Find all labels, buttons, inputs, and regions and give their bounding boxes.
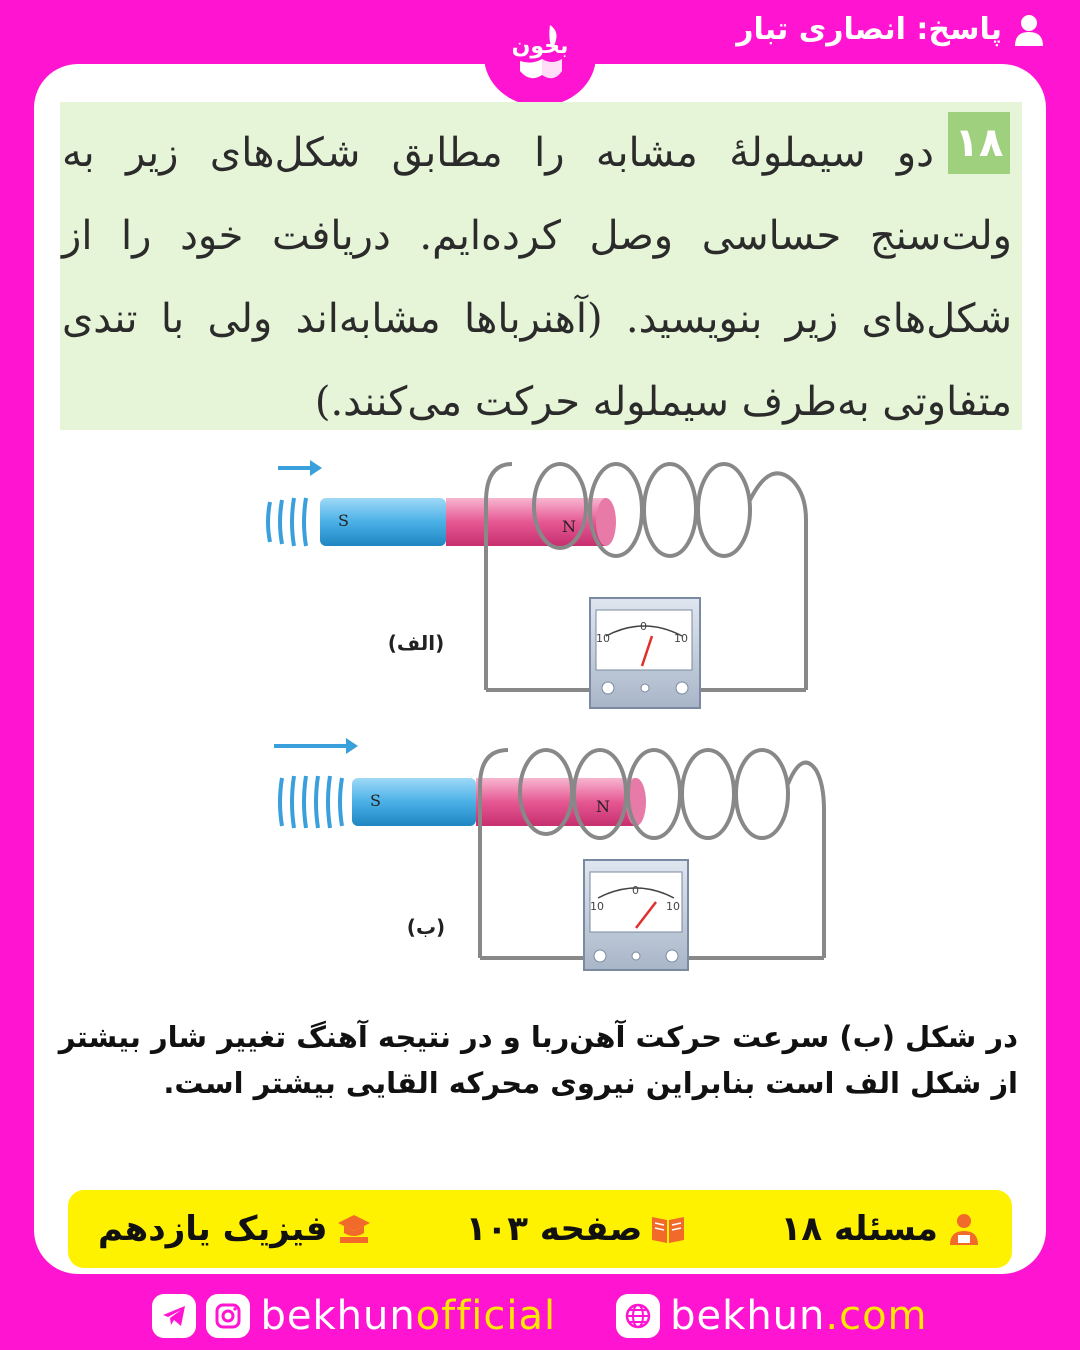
label-b: (ب) bbox=[406, 915, 446, 939]
answer-author bbox=[736, 12, 1046, 47]
user-icon bbox=[1012, 13, 1046, 47]
social-handle[interactable] bbox=[152, 1293, 556, 1339]
info-page bbox=[466, 1209, 687, 1249]
svg-text:S: S bbox=[370, 791, 381, 810]
globe-icon[interactable] bbox=[616, 1294, 660, 1338]
instagram-icon[interactable] bbox=[206, 1294, 250, 1338]
info-subject bbox=[98, 1209, 372, 1249]
teacher-icon bbox=[946, 1211, 982, 1247]
motion-lines-a bbox=[268, 498, 306, 546]
question-box bbox=[60, 102, 1022, 430]
website-text[interactable]: bekhun.com bbox=[670, 1293, 928, 1339]
logo bbox=[484, 6, 596, 106]
svg-text:0: 0 bbox=[632, 884, 639, 897]
label-a: (الف) bbox=[387, 631, 445, 655]
motion-arrow-a bbox=[278, 460, 322, 476]
info-bar bbox=[68, 1190, 1012, 1268]
panel-b bbox=[274, 738, 824, 970]
footer bbox=[0, 1286, 1080, 1346]
svg-text:0: 0 bbox=[640, 620, 647, 633]
voltmeter-b bbox=[584, 860, 688, 970]
book-icon bbox=[650, 1211, 686, 1247]
question-text: دو سیملولهٔ مشابه را مطابق شکل‌های زیر به ولت‌سنج حساسی وصل کرده‌ایم. دریافت خود را از شکل‌های زیر بنویسید. (آهنرباها مشابه‌اند ولی با تندی متفاوتی به‌طرف سیملوله حرکت می‌کنند.) bbox=[62, 130, 1012, 425]
voltmeter-a bbox=[590, 598, 700, 708]
motion-lines-b bbox=[280, 776, 342, 828]
magnet-north-b bbox=[476, 778, 636, 826]
solenoid-figure bbox=[250, 440, 850, 1000]
social-handle-text[interactable]: bekhunofficial bbox=[260, 1293, 557, 1339]
telegram-icon[interactable] bbox=[152, 1294, 196, 1338]
svg-text:10: 10 bbox=[666, 900, 680, 913]
logo-icon bbox=[490, 11, 590, 101]
info-problem bbox=[781, 1209, 982, 1249]
subject-label: فیزیک یازدهم bbox=[98, 1209, 328, 1249]
answer-author-label: پاسخ: انصاری تبار bbox=[736, 12, 1002, 47]
problem-label: مسئله ۱۸ bbox=[780, 1209, 938, 1249]
svg-text:10: 10 bbox=[590, 900, 604, 913]
graduation-cap-icon bbox=[336, 1211, 372, 1247]
magnet-north-a bbox=[446, 498, 606, 546]
website[interactable] bbox=[616, 1293, 927, 1339]
svg-text:S: S bbox=[338, 511, 349, 530]
panel-a bbox=[268, 460, 806, 708]
page-label: صفحه ۱۰۳ bbox=[465, 1209, 643, 1249]
question-number: ۱۸ bbox=[948, 112, 1010, 174]
answer-text: در شکل (ب) سرعت حرکت آهن‌ربا و در نتیجه آهنگ تغییر شار بیشتر از شکل الف است بنابراین نیروی محرکه القایی بیشتر است. bbox=[58, 1020, 1018, 1100]
svg-text:N: N bbox=[562, 517, 576, 536]
motion-arrow-b bbox=[274, 738, 358, 754]
svg-text:10: 10 bbox=[596, 632, 610, 645]
svg-text:10: 10 bbox=[674, 632, 688, 645]
svg-text:بخون: بخون bbox=[511, 34, 569, 59]
svg-text:N: N bbox=[596, 797, 610, 816]
